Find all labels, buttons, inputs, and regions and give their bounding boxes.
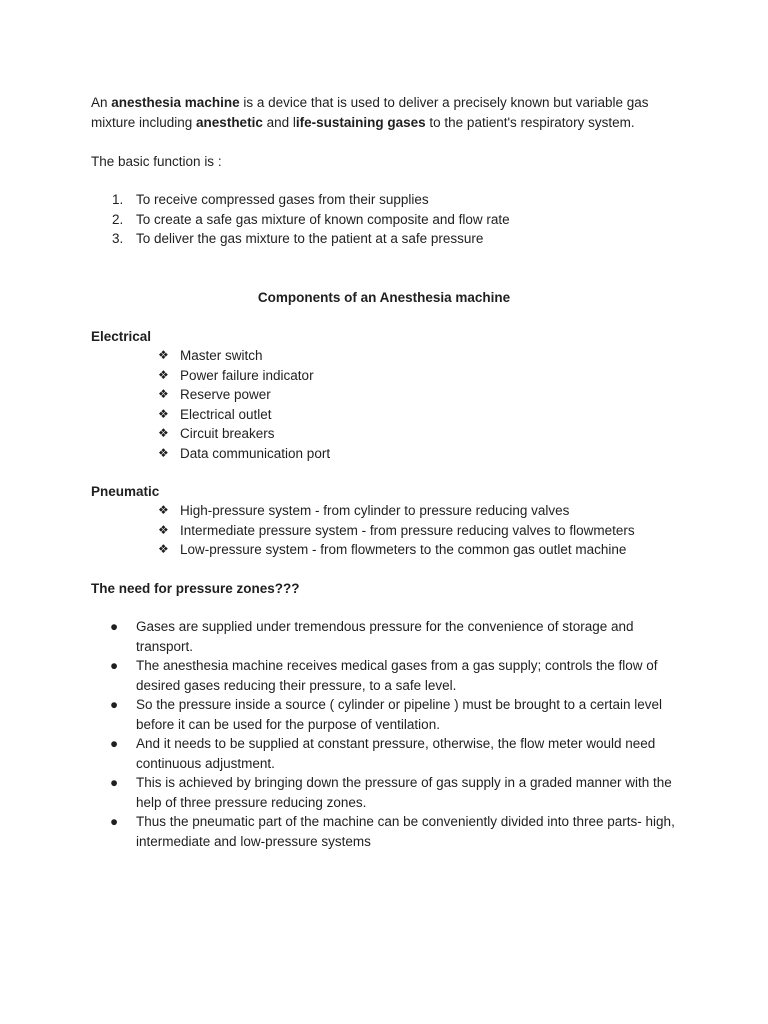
item-text: Gases are supplied under tremendous pressure for the convenience of storage and transport. xyxy=(136,619,634,654)
pressure-zones-list xyxy=(110,617,680,851)
pneumatic-heading: Pneumatic xyxy=(91,484,160,499)
item-number: 2. xyxy=(112,211,124,227)
diamond-bullet-icon: ❖ xyxy=(158,542,169,556)
intro-post: to the patient's respiratory system. xyxy=(425,114,635,130)
pneumatic-list xyxy=(158,501,635,560)
item-text: Electrical outlet xyxy=(180,406,272,422)
bullet-dot-icon: ● xyxy=(110,736,119,751)
diamond-bullet-icon: ❖ xyxy=(158,367,169,382)
item-text: Reserve power xyxy=(180,387,271,402)
diamond-bullet-icon: ❖ xyxy=(158,406,169,421)
diamond-bullet-icon: ❖ xyxy=(158,426,169,440)
item-text: To deliver the gas mixture to the patient at a safe pressure xyxy=(136,231,484,246)
basic-function-list xyxy=(91,190,510,249)
numbered-item xyxy=(91,210,510,230)
list-item xyxy=(158,405,330,425)
list-item xyxy=(110,617,680,656)
item-text: Data communication port xyxy=(180,445,331,461)
diamond-bullet-icon: ❖ xyxy=(158,387,169,401)
list-item xyxy=(158,521,635,541)
item-text: Thus the pneumatic part of the machine can be conveniently divided into three parts- high, intermediate and low-pressure systems xyxy=(136,814,675,849)
numbered-item xyxy=(91,229,510,249)
list-item xyxy=(110,656,680,695)
electrical-list xyxy=(158,346,330,463)
item-text: And it needs to be supplied at constant pressure, otherwise, the flow meter would need continuous adjustment. xyxy=(136,736,656,771)
item-text: Low-pressure system - from flowmeters to the common gas outlet machine xyxy=(180,542,627,557)
item-text: Master switch xyxy=(180,348,263,363)
item-text: To create a safe gas mixture of known composite and flow rate xyxy=(136,211,510,227)
intro-mid1: is a device that is used to deliver a precisely known but variable gas mixture including xyxy=(91,95,649,130)
item-text: The anesthesia machine receives medical gases from a gas supply; controls the flow of desired gases reducing their pressure, to a safe level. xyxy=(136,658,658,693)
item-text: Intermediate pressure system - from pressure reducing valves to flowmeters xyxy=(180,522,635,538)
list-item xyxy=(110,773,680,812)
bullet-dot-icon: ● xyxy=(110,619,119,634)
intro-mid2: and l xyxy=(262,114,296,130)
item-text: Circuit breakers xyxy=(180,426,275,441)
basic-function-label: The basic function is : xyxy=(91,154,222,169)
list-item xyxy=(158,540,635,560)
diamond-bullet-icon: ❖ xyxy=(158,445,169,460)
numbered-item xyxy=(91,190,510,210)
list-item xyxy=(110,812,680,851)
bullet-dot-icon: ● xyxy=(110,658,119,673)
diamond-bullet-icon: ❖ xyxy=(158,522,169,537)
diamond-bullet-icon: ❖ xyxy=(158,348,169,362)
electrical-heading: Electrical xyxy=(91,329,152,344)
list-item xyxy=(158,501,635,521)
list-item xyxy=(158,444,330,464)
item-text: Power failure indicator xyxy=(180,367,314,383)
item-number: 1. xyxy=(112,192,124,207)
intro-term-anesthesia-machine: anesthesia machine xyxy=(111,95,240,110)
item-text: So the pressure inside a source ( cylinder or pipeline ) must be brought to a certain level before it can be used for the purpose of ventilation. xyxy=(136,697,663,732)
item-text: This is achieved by bringing down the pressure of gas supply in a graded manner with the help of three pressure reducing zones. xyxy=(136,775,672,810)
diamond-bullet-icon: ❖ xyxy=(158,503,169,517)
intro-pre: An xyxy=(91,95,112,110)
item-number: 3. xyxy=(112,231,124,246)
intro-term-anesthetic: anesthetic xyxy=(196,114,263,130)
item-text: High-pressure system - from cylinder to pressure reducing valves xyxy=(180,503,570,518)
bullet-dot-icon: ● xyxy=(110,697,119,712)
intro-term-life-sustaining: ife-sustaining gases xyxy=(295,114,426,130)
intro-paragraph xyxy=(91,93,691,132)
bullet-dot-icon: ● xyxy=(110,775,119,790)
list-item xyxy=(158,366,330,386)
components-title: Components of an Anesthesia machine xyxy=(257,290,511,305)
list-item xyxy=(158,346,330,366)
pressure-zones-heading: The need for pressure zones??? xyxy=(91,581,300,596)
list-item xyxy=(110,734,680,773)
list-item xyxy=(110,695,680,734)
bullet-dot-icon: ● xyxy=(110,814,119,829)
list-item xyxy=(158,385,330,405)
list-item xyxy=(158,424,330,444)
item-text: To receive compressed gases from their supplies xyxy=(136,192,429,207)
